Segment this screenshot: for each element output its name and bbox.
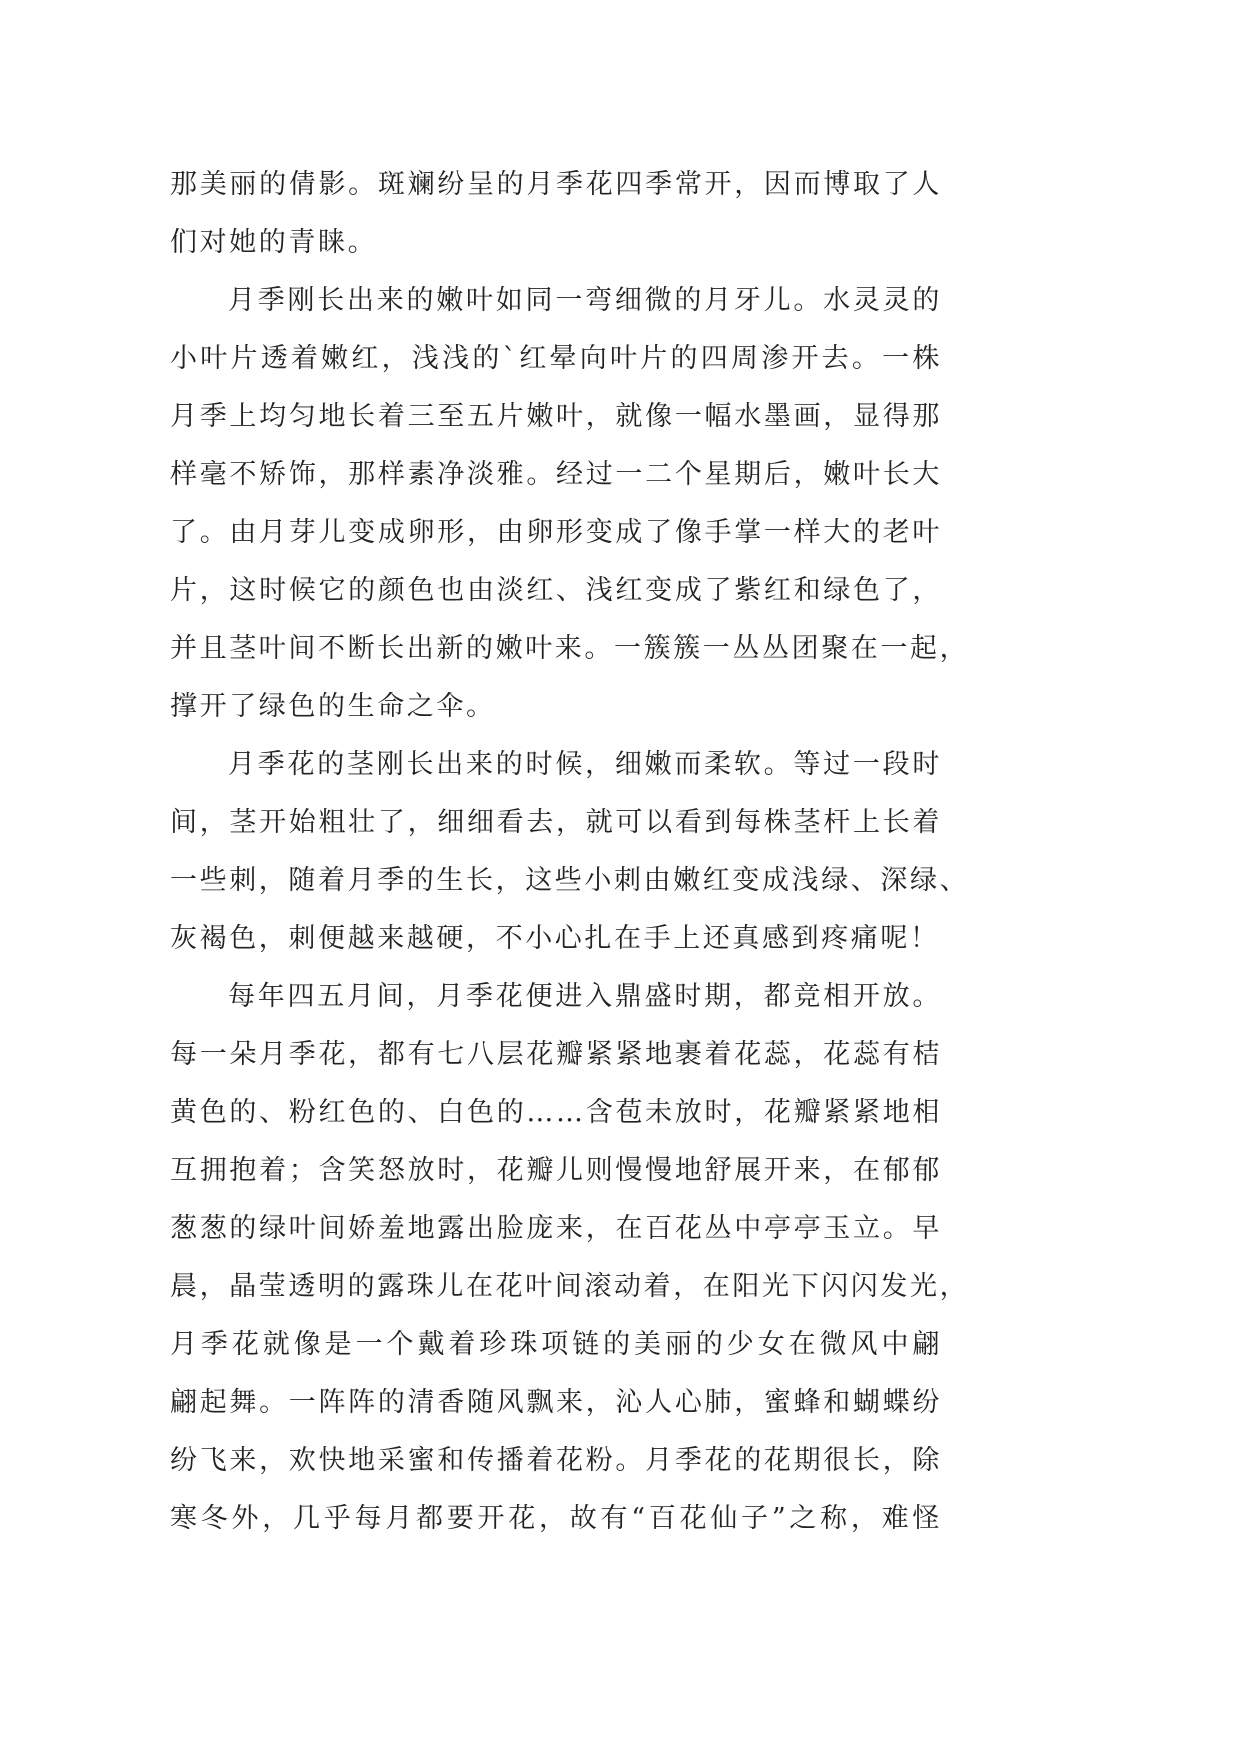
text-line: 每一朵月季花，都有七八层花瓣紧紧地裹着花蕊，花蕊有桔 xyxy=(170,1039,942,1070)
text-line: 黄色的、粉红色的、白色的……含苞未放时，花瓣紧紧地相 xyxy=(170,1097,942,1128)
text-line: 们对她的青睐。 xyxy=(170,227,378,258)
text-line: 翩起舞。一阵阵的清香随风飘来，沁人心肺，蜜蜂和蝴蝶纷 xyxy=(170,1387,942,1418)
text-line: 寒冬外，几乎每月都要开花，故有“百花仙子”之称，难怪 xyxy=(170,1503,942,1534)
text-line: 月季花就像是一个戴着珍珠项链的美丽的少女在微风中翩 xyxy=(170,1329,942,1360)
paragraph-2 xyxy=(170,272,970,736)
paragraph-4 xyxy=(170,968,970,1548)
text-line: 每年四五月间，月季花便进入鼎盛时期，都竞相开放。 xyxy=(228,981,942,1012)
text-line: 月季刚长出来的嫩叶如同一弯细微的月牙儿。水灵灵的 xyxy=(228,285,942,316)
text-line: 月季花的茎刚长出来的时候，细嫩而柔软。等过一段时 xyxy=(228,749,942,780)
text-line: 片，这时候它的颜色也由淡红、浅红变成了紫红和绿色了， xyxy=(170,575,942,606)
text-line: 灰褐色，刺便越来越硬，不小心扎在手上还真感到疼痛呢！ xyxy=(170,923,940,954)
text-line: 纷飞来，欢快地采蜜和传播着花粉。月季花的花期很长，除 xyxy=(170,1445,942,1476)
text-line: 晨，晶莹透明的露珠儿在花叶间滚动着，在阳光下闪闪发光， xyxy=(170,1271,970,1302)
text-line: 样毫不矫饰，那样素净淡雅。经过一二个星期后，嫩叶长大 xyxy=(170,459,942,490)
paragraph-1 xyxy=(170,156,942,272)
text-line: 了。由月芽儿变成卵形，由卵形变成了像手掌一样大的老叶 xyxy=(170,517,942,548)
text-line: 并且茎叶间不断长出新的嫩叶来。一簇簇一丛丛团聚在一起， xyxy=(170,633,970,664)
text-line: 撑开了绿色的生命之伞。 xyxy=(170,691,496,722)
text-line: 互拥抱着；含笑怒放时，花瓣儿则慢慢地舒展开来，在郁郁 xyxy=(170,1155,942,1186)
paragraph-3 xyxy=(170,736,970,968)
text-line: 葱葱的绿叶间娇羞地露出脸庞来，在百花丛中亭亭玉立。早 xyxy=(170,1213,942,1244)
text-line: 间，茎开始粗壮了，细细看去，就可以看到每株茎杆上长着 xyxy=(170,807,942,838)
text-line: 那美丽的倩影。斑斓纷呈的月季花四季常开，因而博取了人 xyxy=(170,169,942,200)
text-line: 小叶片透着嫩红，浅浅的`红晕向叶片的四周渗开去。一株 xyxy=(170,343,942,374)
body-text xyxy=(170,156,970,1548)
text-line: 月季上均匀地长着三至五片嫩叶，就像一幅水墨画，显得那 xyxy=(170,401,942,432)
text-line: 一些刺，随着月季的生长，这些小刺由嫩红变成浅绿、深绿、 xyxy=(170,865,970,896)
